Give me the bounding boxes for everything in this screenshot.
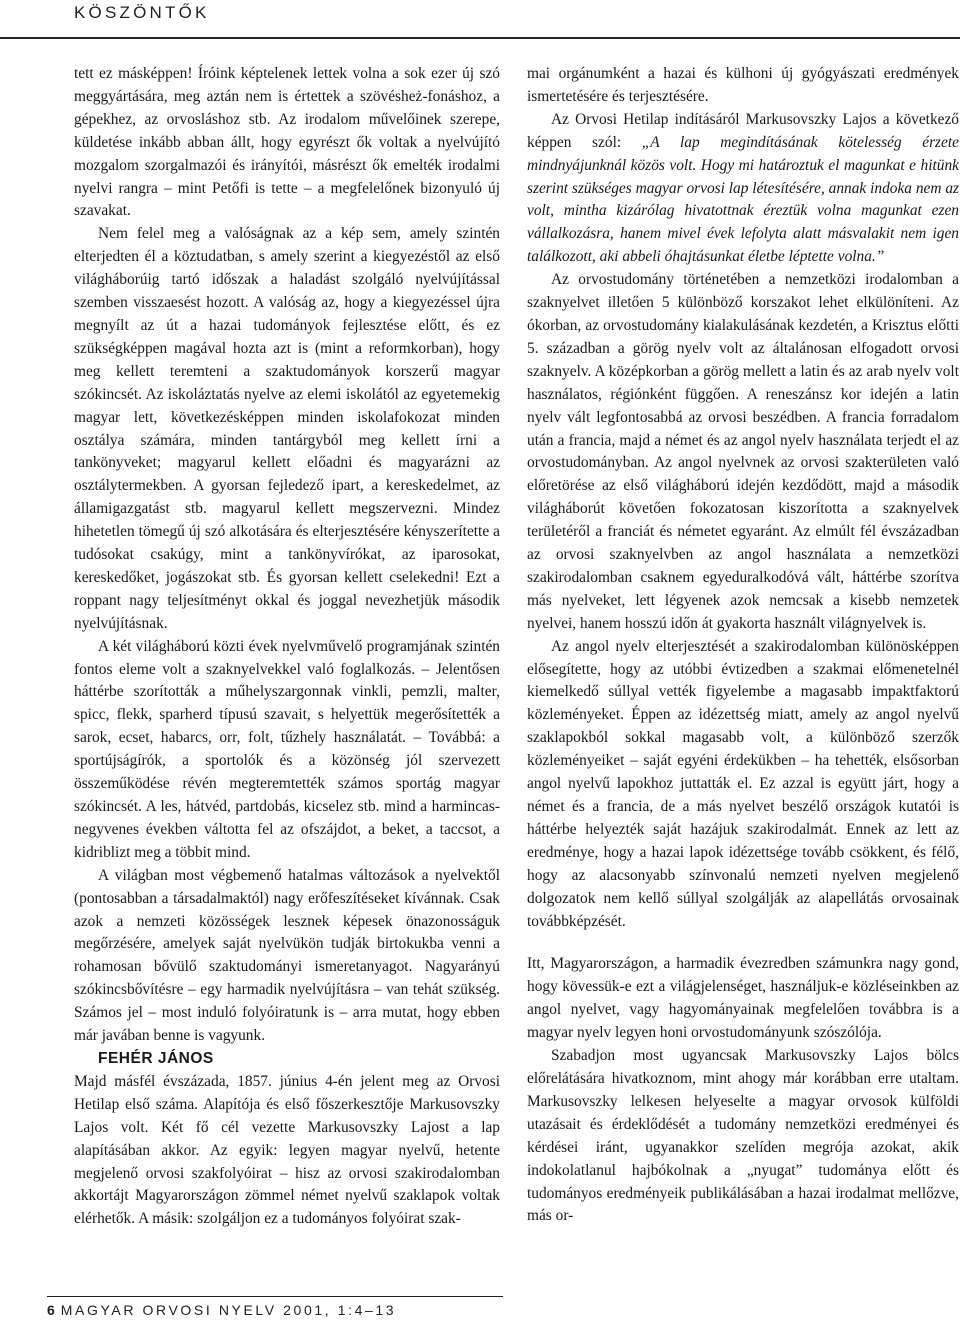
left-paragraph-3: A két világháború közti évek nyelvművelő programjának szintén fontos eleme volt a szaknyelvekkel való foglalkozás. – Jelentősen háttérbe szorították a műhelyszargonnak vinkli, pemzli, malter, spicc, flekk, sparherd típusú szavait, s helyettük megerősítették a sarok, ecset, habarcs, orr, folt, tűzhely használatát. – Továbbá: a sportújságírók, a sportolók és a közönség jól szervezett összeműködése révén megteremtették számos sportág magyar szókincsét. A les, hátvéd, partdobás, kicselez stb. mind a harmincas-negyvenes években váltotta fel az ofszájdot, a beket, a taccsot, a kidriblizt meg a többit mind. bbox=[74, 637, 500, 861]
journal-citation: MAGYAR ORVOSI NYELV 2001, 1:4–13 bbox=[60, 1302, 397, 1318]
left-column bbox=[74, 63, 500, 1231]
header-rule bbox=[0, 37, 960, 39]
left-paragraph-4: A világban most végbemenő hatalmas változások a nyelvektől (pontosabban a társadalmaktól) nagy erőfeszítéseket kívánnak. Csak azok a nemzeti közösségek lesznek képesek önazonosságuk megőrzésére, amelyek saját nyelvükön tudják birtokukba venni a rohamosan bővülő szaktudományi ismeretanyagot. Nagyarányú szókincsbővítésre – egy harmadik nyelvújításra – van tehát szükség. Számos jel – most induló folyóiratunk is – arra mutat, hogy ebben már javában benne is vagyunk. bbox=[74, 866, 500, 1045]
paragraph-gap bbox=[527, 933, 959, 953]
right-paragraph-2 bbox=[527, 109, 959, 269]
left-paragraph-2: Nem felel meg a valóságnak az a kép sem, amely szintén elterjedten él a köztudatban, s amely szerint a kiegyezéstől az első világháborúig tartó időszak a haladást szolgáló nyelvújítással szemben visszaesést hozott. A valóság az, hogy a kiegyezéssel újra megnyílt az út a hazai tudományok fejlesztése előtt, és ez szükségképpen magával hozta azt is (mint a reformkorban), hogy meg kellett teremteni a szaktudományok korszerű magyar szókincsét. Az iskoláztatás nyelve az elemi iskolától az egyetemekig magyar lett, következésképpen minden iskolafokozat minden osztálya számára, minden tantárgyból meg kellett írni a tankönyveket; magyarul kellett előadni és magyarázni az osztálytermekben. A gyorsan fejledező ipart, a kereskedelmet, az államigazgatást stb. magyarul kellett megszervezni. Mindez hihetetlen tömegű új szó alkotására és elterjesztésére kényszerítette a tudósokat csakúgy, mint a tankönyvírókat, az iparosokat, kereskedőket, jogászokat stb. És gyorsan kellett cselekedni! Ezt a roppant nagy teljesítményt okkal és joggal nevezhetjük második nyelvújításnak. bbox=[74, 225, 500, 632]
section-header: KÖSZÖNTŐK bbox=[74, 3, 210, 22]
page-number: 6 bbox=[47, 1302, 55, 1318]
markusovszky-quote: „A lap megindításának kötelesség érzete mindnyájunknál közös volt. Hogy mi határoztuk el magunkat e hitünk szerint szükséges magyar orvosi lap létesítésére, annak indoka nem az volt, mintha kizárólag hivatottnak éreztük volna magunkat ezen vállalkozásra, hanem mivel évek lefolyta alatt másvalakit nem igen találkozott, aki abbeli óhajtásunkat életbe léptette volna.” bbox=[527, 133, 960, 266]
footer-rule bbox=[47, 1296, 503, 1297]
left-paragraph-5: Majd másfél évszázada, 1857. június 4-én jelent meg az Orvosi Hetilap első száma. Alapítója és első főszerkesztője Markusovszky Lajos volt. Két fő cél vezette Markusovszky Lajost a lap alapításában akkor. Az egyik: legyen magyar nyelvű, hetente megjelenő orvosi szakfolyóirat – hisz az orvosi szakirodalomban akkortájt Magyarországon zömmel német nyelvű szaklapok voltak elérhetők. A másik: szolgáljon ez a tudományos folyóirat szak- bbox=[74, 1072, 500, 1228]
author-name: FEHÉR JÁNOS bbox=[98, 1049, 214, 1067]
right-paragraph-6: Szabadjon most ugyancsak Markusovszky Lajos bölcs előrelátására hivatkoznom, mint ahogy már korábban erre utaltam. Markusovszky lelkesen helyeselte a magyar orvosok külföldi utazásait és érdeklődését a tudomány nemzetközi eredményei és kérdései iránt, ugyanakkor szelíden megrója azokat, akik indokolatlanul hajbókolnak a „nyugat” tudománya előtt és tudományos eredményeik publikálásában a hazai irodalmat mellőzve, más or- bbox=[527, 1047, 959, 1225]
page-footer bbox=[47, 1302, 396, 1318]
right-paragraph-3: Az orvostudomány történetében a nemzetközi irodalomban a szaknyelvet illetően 5 különböző korszakot lehet elkülöníteni. Az ókorban, az orvostudomány kialakulásának kezdetén, a Krisztus előtti 5. században a görög nyelv volt az általánosan elfogadott orvosi szaknyelv. A középkorban a görög mellett a latin és az arab nyelv volt használatos, régiónként függően. A reneszánsz kor idején a latin nyelv vált legfontosabbá az orvosi beszédben. A francia forradalom után a francia, majd a német és az angol nyelv használata terjedt el az orvostudományban. Az angol nyelvnek az orvosi szakterületen való előretörése az első világháború idején kezdődött, majd a második világháborút követően fokozatosan kiszorította a szaknyelvek területéről a franciát és németet egyaránt. Az elmúlt fél évszázadban az orvosi szaknyelvben az angol használata a nemzetközi szakirodalomban csaknem egyeduralkodóvá vált, háttérbe szorítva más nyelveket, lett légyenek azok nemcsak a kisebb nemzetek nyelvei, hanem hosszú időn át gyakorta használt világnyelvek is. bbox=[527, 271, 959, 632]
left-paragraph-1: tett ez másképpen! Íróink képtelenek lettek volna a sok ezer új szó meggyártására, meg aztán nem is értettek a szövésheż-fonáshoz, a gépekhez, az orvosláshoz stb. Az irodalom művelőinek szerepe, küldetése inkább abban állt, hogy egyrészt ők voltak a nyelvújító mozgalom szorgalmazói és irányítói, másrészt ők emelték irodalmi nyelvi rangra – mint Petőfi is tette – a megfelelőnek bizonyuló új szavakat. bbox=[74, 65, 500, 220]
right-paragraph-2-start: Az Orvosi Hetilap indításáról Markusovszky Lajos a következő képpen szól: bbox=[527, 110, 959, 151]
right-paragraph-5: Itt, Magyarországon, a harmadik évezredben számunkra nagy gond, hogy kövessük-e ezt a világjelenséget, használjuk-e közléseinkben az angol nyelvet, vagy hagyományainak megfelelően továbbra is a magyar nyelv legyen honi orvostudományunk szószólója. bbox=[527, 955, 959, 1042]
right-paragraph-1: mai orgánumként a hazai és külhoni új gyógyászati eredmények ismertetésére és terjesztésére. bbox=[527, 65, 959, 105]
right-paragraph-4: Az angol nyelv elterjesztését a szakirodalomban különösképpen elősegítette, hogy az utóbbi évtizedben a szakmai előmenetelnél kiemelkedő súllyal vették figyelembe a magasabb impaktfaktorú közleményeket. Éppen az idézettség miatt, amely az angol nyelvű szaklapokból sokkal magasabb volt, a különböző szerzők közleményeiket – saját egyéni érdekükben – ha tehették, elsősorban angol nyelvű lapokhoz juttatták el. Ez azzal is együtt járt, hogy a német és a francia, de a más nyelvet beszélő országok kutatói is háttérbe helyezték saját hazájuk szakirodalmát. Ennek az lett az eredménye, hogy a hazai lapok idézettsége tovább csökkent, és félő, hogy az alacsonyabb színvonalú nemzeti nyelven megjelenő dolgozatok nem kellő súllyal szolgálják az alapellátás orvosainak továbbképzését. bbox=[527, 637, 959, 930]
right-column bbox=[527, 63, 959, 1228]
